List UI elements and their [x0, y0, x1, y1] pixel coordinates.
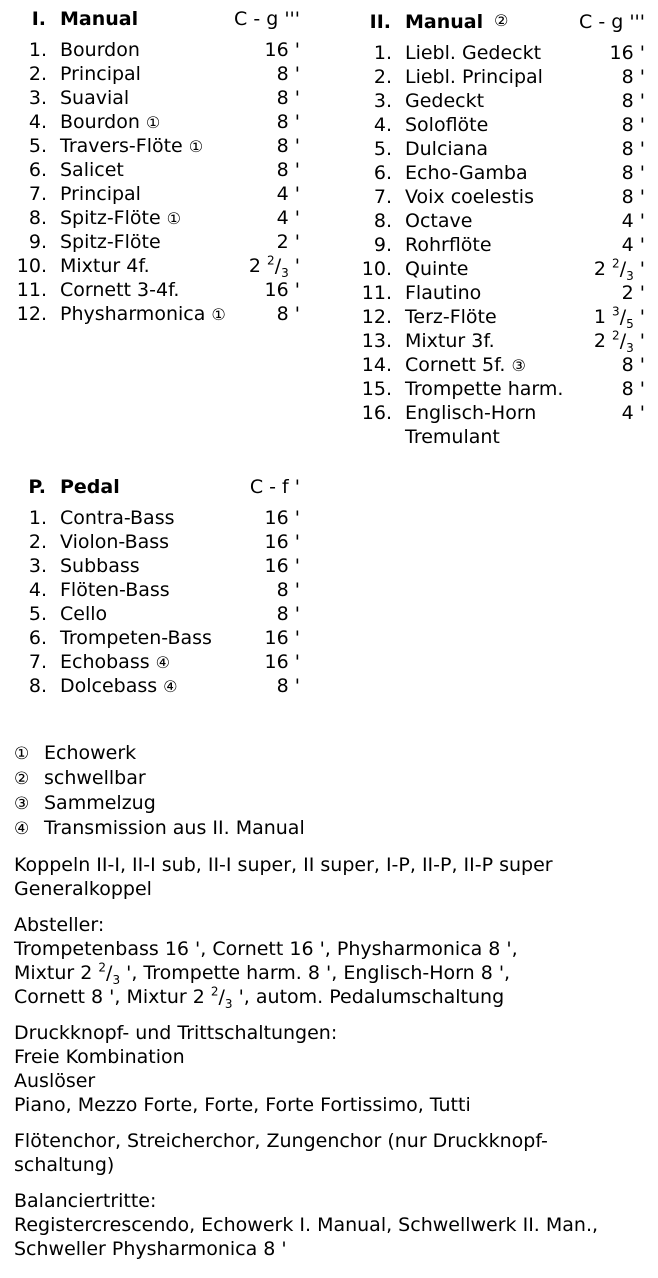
stop-row [345, 402, 655, 426]
footnote-mark: ④ [14, 819, 30, 839]
division-title: Pedal [60, 476, 120, 498]
stop-number: 8. [28, 207, 47, 229]
division-header [0, 476, 310, 500]
stop-number: 6. [28, 159, 47, 181]
stop-row [345, 66, 655, 90]
stop-name: Gedeckt [405, 90, 485, 112]
stop-mark: ④ [155, 653, 170, 672]
stop-number: 1. [28, 507, 47, 529]
stop-pitch: 8 ' [276, 87, 300, 109]
stop-row [345, 258, 655, 282]
stop-row [0, 207, 310, 231]
footnote-text: Transmission aus II. Manual [44, 817, 305, 839]
stop-row [345, 90, 655, 114]
stop-row [0, 183, 310, 207]
stop-name: Spitz-Flöte [60, 231, 161, 253]
stop-name: Flöten-Bass [60, 579, 170, 601]
stop-pitch: 4 ' [621, 210, 645, 232]
note-line: Registercrescendo, Echowerk I. Manual, Schwellwerk II. Man., [14, 1214, 599, 1236]
stop-number: 4. [373, 114, 392, 136]
stop-row [0, 39, 310, 63]
stop-row [0, 603, 310, 627]
footnote [14, 791, 650, 816]
stop-name: Terz-Flöte [405, 306, 497, 328]
stop-row [345, 426, 655, 450]
division-header [345, 11, 655, 35]
stop-number: 4. [28, 111, 47, 133]
footnote [14, 816, 650, 841]
stop-row [0, 555, 310, 579]
stop-number: 2. [373, 66, 392, 88]
stop-pitch: 2 ' [621, 282, 645, 304]
note-line: Flötenchor, Streicherchor, Zungenchor (nur Druckknopf- [14, 1130, 548, 1152]
stop-name: Bourdon ① [60, 111, 161, 133]
stop-pitch: 2 $^2/_3$ ' [593, 328, 645, 355]
stop-number: 6. [28, 627, 47, 649]
stop-number: 11. [16, 279, 47, 301]
division-header [0, 8, 310, 32]
stop-row [0, 231, 310, 255]
stop-row [345, 330, 655, 354]
footnote-text: Echowerk [44, 742, 137, 764]
stop-list [0, 507, 310, 699]
stop-pitch: 8 ' [621, 138, 645, 160]
note-line: Koppeln II-I, II-I sub, II-I super, II super, I-P, II-P, II-P super [14, 854, 553, 876]
stop-number: 1. [373, 42, 392, 64]
stop-number: 2. [28, 63, 47, 85]
stop-number: 10. [16, 255, 47, 277]
stop-pitch: 8 ' [621, 66, 645, 88]
division-roman: I. [31, 8, 46, 30]
stop-row [0, 87, 310, 111]
stop-name: Salicet [60, 159, 124, 181]
footnote-list [14, 741, 650, 841]
stop-number: 13. [361, 330, 392, 352]
stop-pitch: 8 ' [621, 354, 645, 376]
note-line: Absteller: [14, 914, 105, 936]
stop-pitch: 16 ' [264, 555, 300, 577]
note-line: Balanciertritte: [14, 1190, 157, 1212]
stop-name: Soloflöte [405, 114, 489, 136]
note-line: schaltung) [14, 1154, 115, 1176]
stop-row [345, 282, 655, 306]
stop-pitch: 8 ' [276, 603, 300, 625]
stop-pitch: 8 ' [276, 675, 300, 697]
stop-list [0, 39, 310, 327]
stop-pitch: 4 ' [276, 183, 300, 205]
stop-row [0, 579, 310, 603]
stop-pitch: 8 ' [621, 186, 645, 208]
stop-pitch: 8 ' [621, 90, 645, 112]
stop-number: 15. [361, 378, 392, 400]
note-line: Piano, Mezzo Forte, Forte, Forte Fortissimo, Tutti [14, 1094, 471, 1116]
stop-name: Mixtur 4f. [60, 255, 150, 277]
division-title: Manual [405, 11, 484, 33]
stop-pitch: 8 ' [276, 63, 300, 85]
stop-number: 12. [361, 306, 392, 328]
notes-section [14, 741, 650, 1261]
note-paragraph [14, 853, 650, 901]
stop-name: Tremulant [405, 426, 500, 448]
stop-pitch: 4 ' [621, 402, 645, 424]
note-line: Druckknopf- und Trittschaltungen: [14, 1022, 338, 1044]
stop-pitch: 16 ' [264, 279, 300, 301]
stop-pitch: 16 ' [264, 651, 300, 673]
note-paragraph [14, 1189, 650, 1261]
stop-number: 10. [361, 258, 392, 280]
division-compass: C - g ''' [234, 8, 300, 30]
stop-row [0, 627, 310, 651]
stop-row [345, 210, 655, 234]
stop-name: Contra-Bass [60, 507, 175, 529]
footnote-text: schwellbar [44, 767, 146, 789]
stop-pitch: 16 ' [264, 627, 300, 649]
stop-row [0, 507, 310, 531]
stop-number: 4. [28, 579, 47, 601]
stop-name: Violon-Bass [60, 531, 170, 553]
stop-pitch: 1 $^3/_5$ ' [593, 304, 645, 331]
stop-number: 9. [373, 234, 392, 256]
stop-row [0, 303, 310, 327]
stop-pitch: 8 ' [621, 378, 645, 400]
stop-name: Dolcebass ④ [60, 675, 178, 697]
stop-row [345, 306, 655, 330]
stop-pitch: 16 ' [264, 507, 300, 529]
stop-number: 6. [373, 162, 392, 184]
stop-row [0, 531, 310, 555]
stop-row [0, 675, 310, 699]
division-manual-1 [0, 8, 310, 327]
division-roman: II. [369, 11, 391, 33]
stop-number: 14. [361, 354, 392, 376]
note-paragraph [14, 1021, 650, 1117]
stop-number: 2. [28, 531, 47, 553]
stop-pitch: 8 ' [276, 303, 300, 325]
stop-row [0, 279, 310, 303]
stop-pitch: 2 $^2/_3$ ' [593, 256, 645, 283]
footnote [14, 766, 650, 791]
footnote-mark: ② [14, 769, 30, 789]
stop-number: 1. [28, 39, 47, 61]
note-paragraph [14, 1129, 650, 1177]
stop-name: Flautino [405, 282, 482, 304]
stop-mark: ③ [511, 356, 526, 375]
stop-mark: ④ [163, 677, 178, 696]
stop-row [345, 378, 655, 402]
stop-mark: ① [211, 305, 226, 324]
note-line: Generalkoppel [14, 878, 152, 900]
stop-row [0, 255, 310, 279]
stop-number: 8. [28, 675, 47, 697]
note-line: Schweller Physharmonica 8 ' [14, 1238, 287, 1260]
stop-pitch: 4 ' [276, 207, 300, 229]
stop-mark: ① [145, 113, 161, 132]
stop-name: Subbass [60, 555, 140, 577]
stop-name: Principal [60, 63, 141, 85]
note-line: Cornett 8 ', Mixtur 2 $^2/_3$ ', autom. Pedalumschaltung [14, 984, 505, 1011]
stop-number: 3. [28, 87, 47, 109]
stop-pitch: 8 ' [621, 114, 645, 136]
stop-name: Trompeten-Bass [60, 627, 212, 649]
stop-name: Suavial [60, 87, 130, 109]
division-title-mark: ② [494, 11, 509, 30]
stop-name: Mixtur 3f. [405, 330, 495, 352]
stop-name: Quinte [405, 258, 469, 280]
stop-name: Physharmonica ① [60, 303, 226, 325]
stop-mark: ① [188, 137, 204, 156]
note-line: Mixtur 2 $^2/_3$ ', Trompette harm. 8 ', Englisch-Horn 8 ', [14, 960, 511, 987]
stop-name: Cello [60, 603, 108, 625]
stop-mark: ① [166, 209, 181, 228]
stop-number: 7. [28, 183, 47, 205]
stop-pitch: 4 ' [621, 234, 645, 256]
stop-list [345, 42, 655, 450]
stop-pitch: 16 ' [264, 39, 300, 61]
division-roman: P. [28, 476, 46, 498]
stop-number: 7. [373, 186, 392, 208]
footnote-text: Sammelzug [44, 792, 156, 814]
stop-row [0, 135, 310, 159]
stop-name: Dulciana [405, 138, 489, 160]
stop-row [0, 159, 310, 183]
stop-row [345, 162, 655, 186]
stop-name: Spitz-Flöte ① [60, 207, 181, 229]
stop-pitch: 8 ' [276, 159, 300, 181]
stop-pitch: 8 ' [276, 111, 300, 133]
note-line: Trompetenbass 16 ', Cornett 16 ', Physharmonica 8 ', [14, 938, 518, 960]
note-paragraph [14, 913, 650, 1009]
stop-number: 9. [28, 231, 47, 253]
stop-row [345, 354, 655, 378]
stop-pitch: 16 ' [264, 531, 300, 553]
stop-name: Bourdon [60, 39, 140, 61]
stop-number: 5. [28, 135, 47, 157]
note-line: Auslöser [14, 1070, 96, 1092]
stop-number: 5. [28, 603, 47, 625]
stop-name: Octave [405, 210, 473, 232]
stop-number: 8. [373, 210, 392, 232]
stop-number: 7. [28, 651, 47, 673]
stop-number: 3. [373, 90, 392, 112]
footnote [14, 741, 650, 766]
division-pedal [0, 476, 310, 699]
stop-row [345, 114, 655, 138]
stop-number: 11. [361, 282, 392, 304]
stop-pitch: 8 ' [276, 135, 300, 157]
stop-number: 5. [373, 138, 392, 160]
stop-row [345, 42, 655, 66]
stop-pitch: 2 ' [276, 231, 300, 253]
division-compass: C - f ' [249, 476, 300, 498]
stop-name: Cornett 5f. ③ [405, 354, 526, 376]
stop-row [0, 651, 310, 675]
stop-name: Travers-Flöte ① [60, 135, 204, 157]
stop-pitch: 8 ' [276, 579, 300, 601]
stop-pitch: 2 $^2/_3$ ' [248, 253, 300, 280]
division-compass: C - g ''' [579, 11, 645, 33]
stop-name: Liebl. Principal [405, 66, 543, 88]
stop-number: 12. [16, 303, 47, 325]
stop-row [0, 63, 310, 87]
stop-pitch: 8 ' [621, 162, 645, 184]
stop-name: Cornett 3-4f. [60, 279, 180, 301]
stop-row [345, 138, 655, 162]
stop-name: Englisch-Horn [405, 402, 537, 424]
division-title: Manual [60, 8, 139, 30]
stop-name: Echobass ④ [60, 651, 170, 673]
stop-name: Rohrflöte [405, 234, 492, 256]
stop-name: Echo-Gamba [405, 162, 528, 184]
footnote-mark: ① [14, 744, 30, 764]
paragraph-list [14, 853, 650, 1261]
stop-number: 3. [28, 555, 47, 577]
stop-pitch: 16 ' [609, 42, 645, 64]
footnote-mark: ③ [14, 794, 30, 814]
stop-row [345, 234, 655, 258]
division-manual-2 [345, 11, 655, 450]
stop-row [0, 111, 310, 135]
stop-row [345, 186, 655, 210]
stop-name: Principal [60, 183, 141, 205]
note-line: Freie Kombination [14, 1046, 185, 1068]
stop-name: Voix coelestis [405, 186, 534, 208]
stop-name: Trompette harm. [405, 378, 564, 400]
stop-number: 16. [361, 402, 392, 424]
stop-name: Liebl. Gedeckt [405, 42, 542, 64]
